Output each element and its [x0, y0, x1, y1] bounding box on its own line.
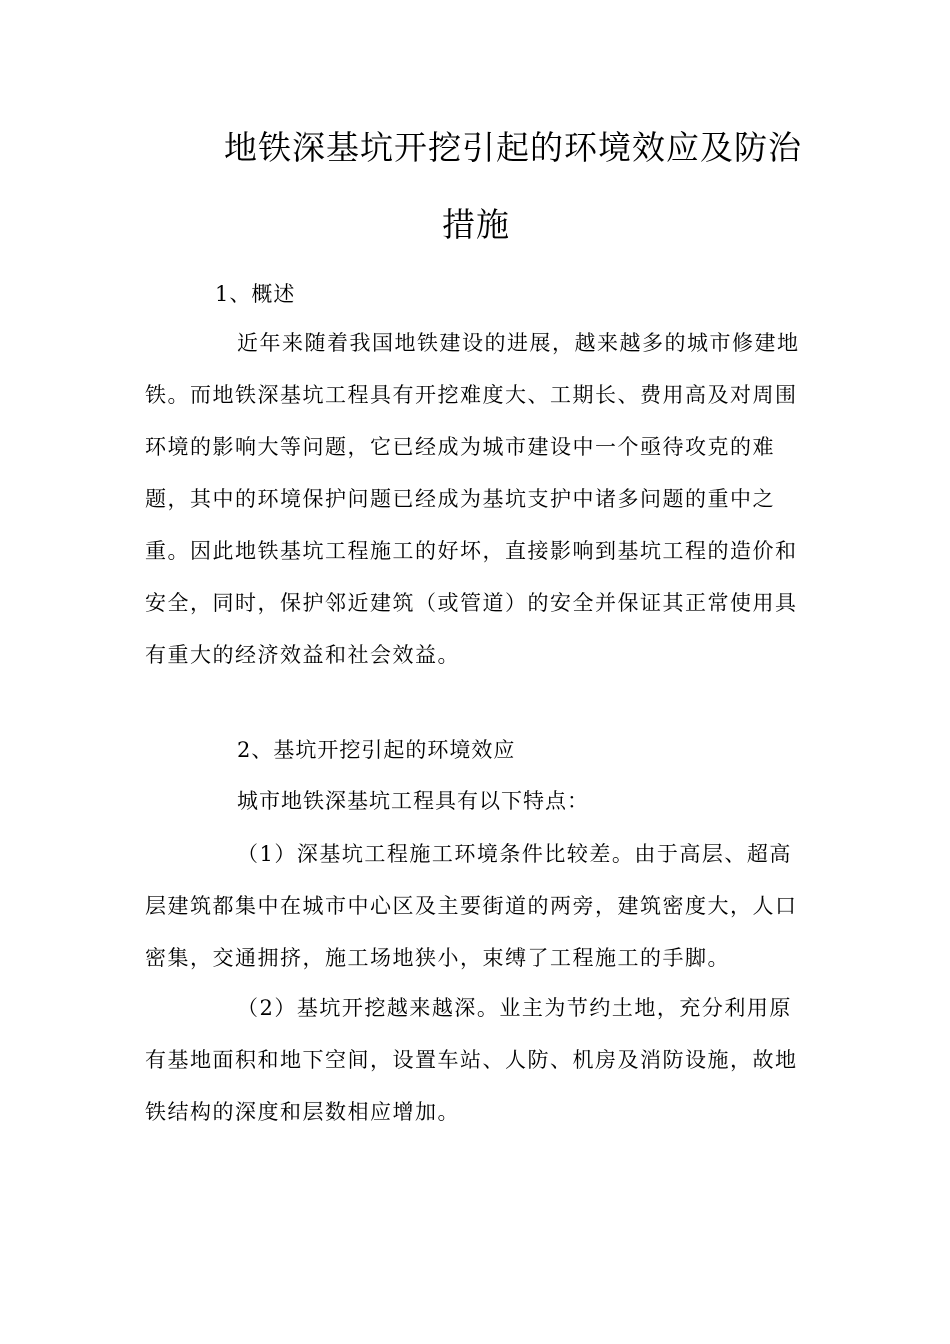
section-2-item-2: （2）基坑开挖越来越深。业主为节约土地，充分利用原有基地面积和地下空间，设置车站、人防、机房及消防设施，故地铁结构的深度和层数相应增加。 — [145, 996, 798, 1124]
document-title-line-1: 地铁深基坑开挖引起的环境效应及防治 — [224, 128, 802, 167]
section-1-heading: 1、概述 — [215, 282, 296, 306]
section-2-heading: 2、基坑开挖引起的环境效应 — [237, 738, 516, 762]
section-2-intro: 城市地铁深基坑工程具有以下特点： — [237, 789, 589, 813]
section-1-paragraph: 近年来随着我国地铁建设的进展，越来越多的城市修建地铁。而地铁深基坑工程具有开挖难度大、工期长、费用高及对周围环境的影响大等问题，它已经成为城市建设中一个亟待攻克的难题，其中的环境保护问题已经成为基坑支护中诸多问题的重中之重。因此地铁基坑工程施工的好坏，直接影响到基坑工程的造价和安全，同时，保护邻近建筑（或管道）的安全并保证其正常使用具有重大的经济效益和社会效益。 — [145, 331, 800, 667]
section-2-item-1: （1）深基坑工程施工环境条件比较差。由于高层、超高层建筑都集中在城市中心区及主要街道的两旁，建筑密度大，人口密集，交通拥挤，施工场地狭小，束缚了工程施工的手脚。 — [145, 842, 798, 970]
document-title-line-2: 措施 — [442, 205, 510, 244]
